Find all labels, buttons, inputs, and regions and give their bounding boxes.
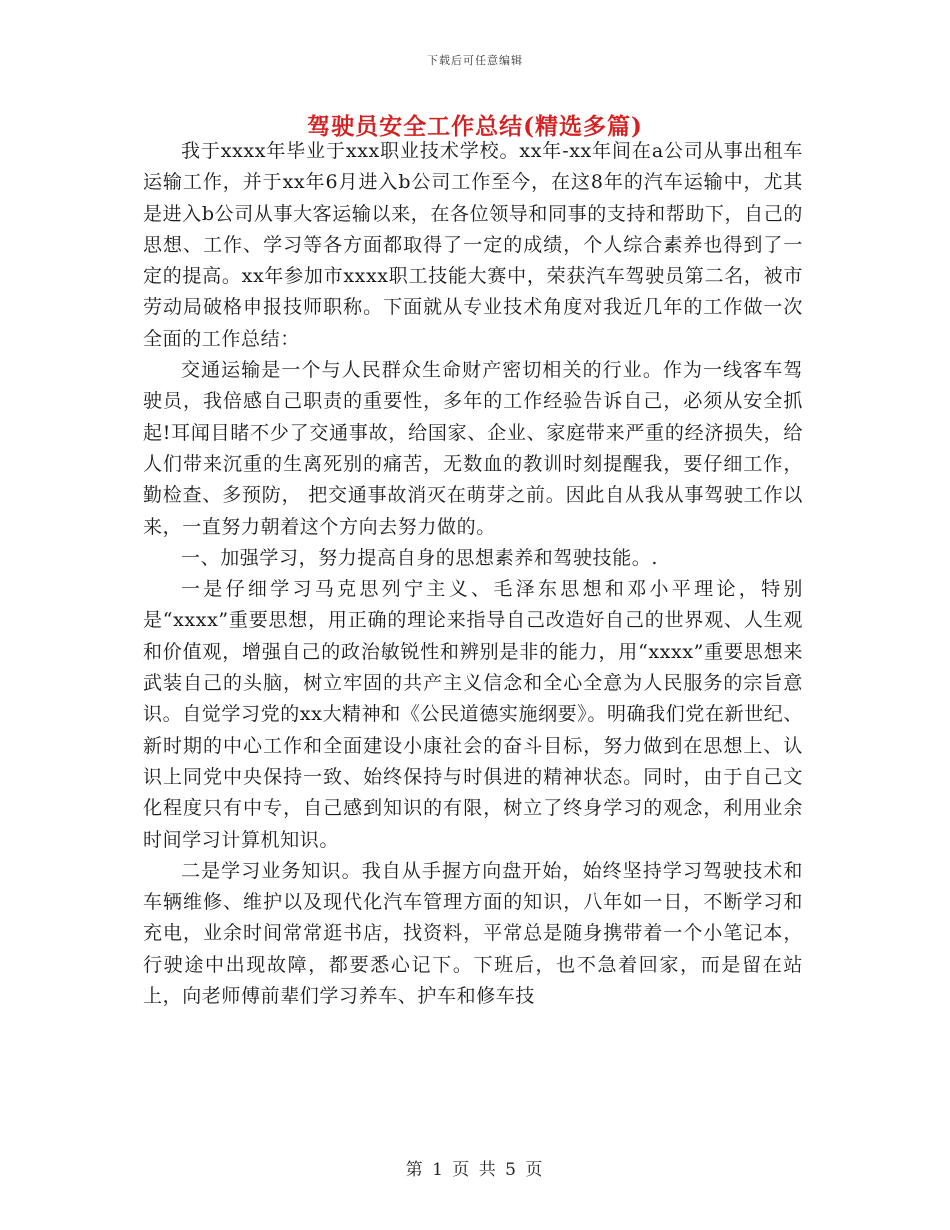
paragraph-safety: 交通运输是一个与人民群众生命财产密切相关的行业。作为一线客车驾驶员，我倍感自己职责的重要性，多年的工作经验告诉自己，必须从安全抓起!耳闻目睹不少了交通事故，给国家、企业、家庭带来严重的经济损失，给人们带来沉重的生离死别的痛苦，无数血的教训时刻提醒我，要仔细工作， 勤检查、多预防， 把交通事故消灭在萌芽之前。因此自从我从事驾驶工作以来，一直努力朝着这个方向去努力做的。 (143, 359, 803, 538)
paragraph-study-business: 二是学习业务知识。我自从手握方向盘开始，始终坚持学习驾驶技术和车辆维修、维护以及现代化汽车管理方面的知识，八年如一日，不断学习和充电，业余时间常常逛书店，找资料，平常总是随身携带着一个小笔记本，行驶途中出现故障，都要悉心记下。下班后，也不急着回家，而是留在站上，向老师傅前辈们学习养车、护车和修车技 (143, 859, 803, 1008)
paragraph-study-theory: 一是仔细学习马克思列宁主义、毛泽东思想和邓小平理论，特别是“xxxx”重要思想，用正确的理论来指导自己改造好自己的世界观、人生观和价值观，增强自己的政治敏锐性和辨别是非的能力，用“xxxx”重要思想来武装自己的头脑，树立牢固的共产主义信念和全心全意为人民服务的宗旨意识。自觉学习党的xx大精神和《公民道德实施纲要》。明确我们党在新世纪、新时期的中心工作和全面建设小康社会的奋斗目标，努力做到在思想上、认识上同党中央保持一致、始终保持与时俱进的精神状态。同时，由于自己文化程度只有中专，自己感到知识的有限，树立了终身学习的观念，利用业余时间学习计算机知识。 (143, 578, 803, 851)
document-title: 驾驶员安全工作总结(精选多篇) (307, 113, 643, 140)
section-heading-1: 一、加强学习，努力提高自身的思想素养和驾驶技能。. (181, 546, 659, 569)
page-number-footer: 第 1 页 共 5 页 (405, 1160, 545, 1180)
page-header-note: 下载后可任意编辑 (427, 54, 523, 67)
document-body (143, 136, 803, 1012)
paragraph-intro: 我于xxxx年毕业于xxx职业技术学校。xx年-xx年间在a公司从事出租车运输工作，并于xx年6月进入b公司工作至今，在这8年的汽车运输中，尤其是进入b公司从事大客运输以来，在各位领导和同事的支持和帮助下，自己的思想、工作、学习等各方面都取得了一定的成绩，个人综合素养也得到了一定的提高。xx年参加市xxxx职工技能大赛中，荣获汽车驾驶员第二名，被市劳动局破格申报技师职称。下面就从专业技术角度对我近几年的工作做一次全面的工作总结： (143, 140, 803, 350)
